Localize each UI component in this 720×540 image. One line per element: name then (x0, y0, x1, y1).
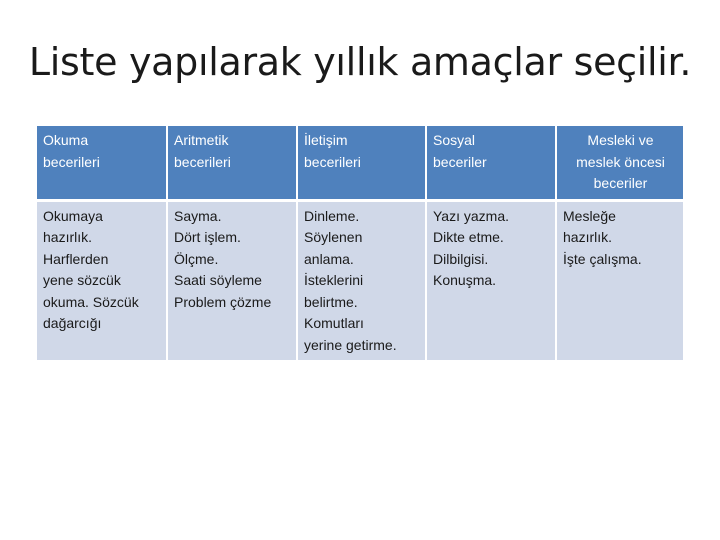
header-vocational-skills: Mesleki ve meslek öncesi beceriler (556, 126, 683, 200)
cell-reading-skills: Okumaya hazırlık. Harflerden yene sözcük okuma. Sözcük dağarcığı (37, 200, 167, 360)
header-social-skills: Sosyal beceriler (426, 126, 556, 200)
header-reading-skills: Okuma becerileri (37, 126, 167, 200)
cell-arithmetic-skills: Sayma. Dört işlem. Ölçme. Saati söyleme Problem çözme (167, 200, 297, 360)
goals-table (37, 126, 683, 360)
slide-title: Liste yapılarak yıllık amaçlar seçilir. (28, 40, 692, 84)
cell-communication-skills: Dinleme. Söylenen anlama. İsteklerini belirtme. Komutları yerine getirme. (297, 200, 426, 360)
table-row (37, 200, 683, 360)
header-arithmetic-skills: Aritmetik becerileri (167, 126, 297, 200)
header-communication-skills: İletişim becerileri (297, 126, 426, 200)
table-header-row (37, 126, 683, 200)
cell-social-skills: Yazı yazma. Dikte etme. Dilbilgisi. Konuşma. (426, 200, 556, 360)
cell-vocational-skills: Mesleğe hazırlık. İşte çalışma. (556, 200, 683, 360)
